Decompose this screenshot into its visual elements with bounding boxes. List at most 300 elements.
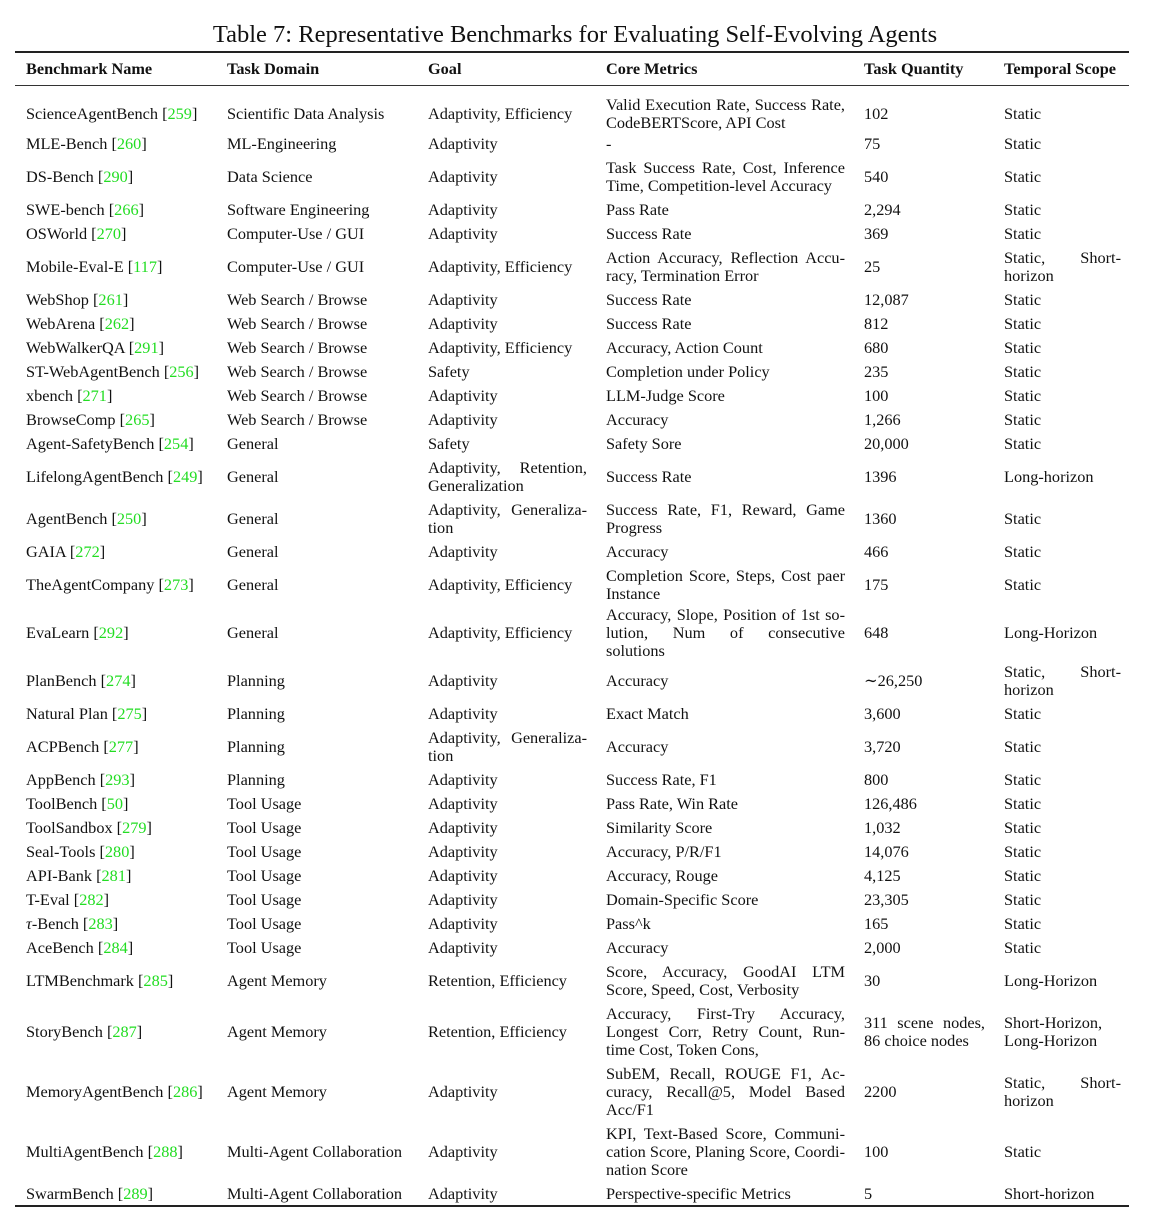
cell-goal: Adaptivity [428, 818, 498, 837]
cell-task-quantity: 2,294 [864, 200, 901, 219]
cell-temporal-scope: Static [1004, 1142, 1042, 1161]
tau-symbol: τ [26, 914, 32, 933]
cell-goal: Adaptivity [428, 410, 498, 429]
cell-benchmark-name [15, 912, 216, 936]
cell-benchmark-name [15, 156, 216, 198]
benchmark-name: StoryBench [26, 1022, 103, 1041]
cell-task-quantity: 23,305 [864, 890, 909, 909]
table-caption: Table 7: Representative Benchmarks for Evaluating Self-Evolving Agents [212, 21, 938, 48]
table-row [15, 768, 1129, 792]
bracket-close: ] [141, 509, 147, 528]
cell-core-metrics: Domain-Specific Score [606, 890, 759, 909]
cell-goal: Adaptivity [428, 890, 498, 909]
cell-goal: Adaptivity, Generaliza-tion [428, 500, 587, 537]
cell-task-quantity: 175 [864, 575, 889, 594]
table-row [15, 432, 1129, 456]
cell-core-metrics: Perspective-specific Metrics [606, 1183, 791, 1203]
cell-task-quantity: 12,087 [864, 290, 909, 309]
cell-task-domain: Data Science [227, 167, 313, 186]
table-row [15, 606, 1129, 660]
cell-task-domain: Tool Usage [227, 866, 302, 885]
bracket-close: ] [121, 224, 127, 243]
bracket-open: [ [99, 737, 109, 756]
bracket-close: ] [99, 542, 106, 561]
cell-goal: Adaptivity [428, 542, 498, 561]
citation-link[interactable]: 256 [169, 362, 194, 381]
cell-benchmark-name [15, 726, 216, 768]
cell-task-domain: Tool Usage [227, 914, 302, 933]
citation-link[interactable]: 265 [125, 410, 150, 429]
citation-link[interactable]: 271 [82, 386, 107, 405]
cell-task-domain: Web Search / Browse [227, 338, 368, 357]
cell-task-quantity: 680 [864, 338, 889, 357]
cell-benchmark-name [15, 456, 216, 498]
cell-task-domain: Agent Memory [227, 971, 327, 990]
cell-core-metrics: Completion under Policy [606, 362, 770, 381]
bracket-open: [ [107, 134, 117, 153]
table-row [15, 864, 1129, 888]
citation-link[interactable]: 277 [108, 737, 134, 756]
table-row [15, 246, 1129, 288]
bracket-open: [ [107, 704, 118, 723]
cell-task-domain: Software Engineering [227, 200, 370, 219]
bracket-close: ] [122, 290, 129, 309]
cell-temporal-scope: Static [1004, 104, 1042, 123]
cell-task-quantity: 466 [864, 542, 889, 561]
citation-link[interactable]: 270 [96, 224, 122, 243]
benchmark-name: DS-Bench [26, 167, 94, 186]
cell-core-metrics: Success Rate [606, 467, 692, 486]
cell-goal: Adaptivity, Generaliza-tion [428, 728, 587, 765]
cell-task-quantity: 800 [864, 770, 889, 789]
bracket-close: ] [191, 104, 198, 123]
cell-core-metrics: Success Rate [606, 224, 692, 243]
table-row [15, 132, 1129, 156]
bracket-open: [ [158, 104, 168, 123]
citation-link[interactable]: 283 [88, 914, 113, 933]
bracket-close: ] [141, 704, 148, 723]
cell-temporal-scope: Static [1004, 914, 1042, 933]
bracket-close: ] [147, 1183, 154, 1203]
cell-goal: Adaptivity [428, 167, 498, 186]
cell-core-metrics: Pass Rate, Win Rate [606, 794, 738, 813]
cell-temporal-scope: Static [1004, 509, 1042, 528]
cell-task-domain: Tool Usage [227, 842, 302, 861]
cell-task-domain: Web Search / Browse [227, 362, 368, 381]
cell-task-domain: Planning [227, 704, 285, 723]
citation-link[interactable]: 287 [112, 1022, 137, 1041]
benchmark-name: LTMBenchmark [26, 971, 134, 990]
bracket-close: ] [149, 410, 155, 429]
table-row [15, 1182, 1129, 1206]
cell-benchmark-name [15, 222, 216, 246]
cell-task-quantity: 3,600 [864, 704, 901, 723]
citation-link[interactable]: 272 [75, 542, 100, 561]
cell-core-metrics: Success Rate [606, 290, 692, 309]
cell-task-domain: Tool Usage [227, 818, 302, 837]
cell-task-domain: Web Search / Browse [227, 290, 368, 309]
cell-benchmark-name [15, 246, 216, 288]
cell-task-quantity: 25 [864, 257, 881, 276]
cell-core-metrics: Task Success Rate, Cost, Inference Time, Competition-level Accuracy [606, 158, 845, 195]
bracket-close: ] [146, 818, 152, 837]
benchmark-name: AceBench [26, 938, 94, 957]
cell-goal: Adaptivity [428, 938, 498, 957]
citation-link[interactable]: 261 [98, 290, 123, 309]
cell-goal: Adaptivity, Efficiency [428, 338, 573, 357]
bracket-close: ] [125, 866, 132, 885]
benchmark-name: EvaLearn [26, 623, 90, 642]
cell-task-quantity: 2200 [864, 1082, 897, 1101]
cell-task-quantity: 14,076 [864, 842, 909, 861]
cell-task-domain: Agent Memory [227, 1022, 327, 1041]
citation-link[interactable]: 262 [104, 314, 130, 333]
bracket-open: [ [73, 386, 83, 405]
table-row [15, 726, 1129, 768]
bracket-close: ] [193, 362, 200, 381]
cell-goal: Adaptivity [428, 200, 498, 219]
cell-core-metrics: LLM-Judge Score [606, 386, 725, 405]
cell-task-quantity: 2,000 [864, 938, 901, 957]
cell-core-metrics: Pass Rate [606, 200, 669, 219]
cell-task-quantity: 1,266 [864, 410, 901, 429]
cell-temporal-scope: Static, Short-horizon [1004, 248, 1121, 285]
bracket-open: [ [115, 410, 126, 429]
bracket-open: [ [102, 1022, 113, 1041]
citation-link[interactable]: 288 [153, 1142, 178, 1161]
citation-link[interactable]: 259 [167, 104, 192, 123]
bracket-close: ] [127, 167, 134, 186]
cell-core-metrics: Accuracy [606, 410, 669, 429]
cell-temporal-scope: Long-Horizon [1004, 971, 1098, 990]
citation-link[interactable]: 254 [163, 434, 189, 453]
cell-benchmark-name [15, 936, 216, 960]
table-row [15, 384, 1129, 408]
cell-benchmark-name [15, 1002, 216, 1062]
citation-link[interactable]: 285 [143, 971, 168, 990]
table-row [15, 498, 1129, 540]
cell-task-quantity: 540 [864, 167, 889, 186]
table-row [15, 702, 1129, 726]
cell-temporal-scope: Static [1004, 866, 1042, 885]
bracket-close: ] [127, 938, 134, 957]
cell-task-quantity: 1,032 [864, 818, 901, 837]
table-row [15, 360, 1129, 384]
cell-benchmark-name [15, 660, 216, 702]
cell-goal: Safety [428, 362, 470, 381]
benchmark-name: API-Bank [26, 866, 93, 885]
cell-task-quantity: 30 [864, 971, 881, 990]
benchmark-name: OSWorld [26, 224, 88, 243]
bracket-open: [ [123, 257, 134, 276]
table-row [15, 1122, 1129, 1182]
citation-link[interactable]: 50 [106, 794, 123, 813]
table-row [15, 1002, 1129, 1062]
bracket-open: [ [88, 290, 99, 309]
cell-task-domain: Tool Usage [227, 938, 302, 957]
citation-link[interactable]: 284 [103, 938, 128, 957]
cell-task-domain: Planning [227, 770, 285, 789]
citation-link[interactable]: 282 [79, 890, 104, 909]
cell-temporal-scope: Static [1004, 575, 1042, 594]
cell-core-metrics: Success Rate, F1 [606, 770, 717, 789]
cell-goal: Adaptivity [428, 671, 498, 690]
cell-temporal-scope: Static [1004, 134, 1042, 153]
cell-temporal-scope: Static [1004, 167, 1042, 186]
cell-task-quantity: 100 [864, 386, 889, 405]
benchmark-name: xbench [26, 386, 74, 405]
benchmark-name: Natural Plan [26, 704, 108, 723]
bracket-close: ] [156, 257, 163, 276]
cell-temporal-scope: Static [1004, 386, 1042, 405]
table-row [15, 336, 1129, 360]
cell-benchmark-name [15, 198, 216, 222]
table-row [15, 660, 1129, 702]
cell-core-metrics: Accuracy [606, 542, 669, 561]
cell-goal: Adaptivity, Efficiency [428, 623, 573, 642]
cell-task-quantity: 4,125 [864, 866, 901, 885]
benchmark-name: GAIA [26, 542, 66, 561]
cell-benchmark-name [15, 816, 216, 840]
cell-temporal-scope: Static [1004, 890, 1042, 909]
cell-temporal-scope: Static, Short-horizon [1004, 1073, 1121, 1110]
header-goal: Goal [428, 59, 462, 78]
cell-temporal-scope: Static [1004, 434, 1042, 453]
bracket-close: ] [129, 770, 135, 789]
cell-benchmark-name [15, 498, 216, 540]
benchmark-name: TheAgentCompany [26, 575, 155, 594]
header-core-metrics: Core Metrics [606, 59, 698, 78]
cell-temporal-scope: Static [1004, 938, 1042, 957]
bracket-close: ] [136, 1022, 143, 1041]
citation-link[interactable]: 291 [134, 338, 159, 357]
cell-benchmark-name [15, 840, 216, 864]
bracket-close: ] [158, 338, 164, 357]
cell-task-quantity: 20,000 [864, 434, 909, 453]
benchmark-name: BrowseComp [26, 410, 116, 429]
cell-benchmark-name [15, 864, 216, 888]
cell-goal: Adaptivity, Retention, Generalization [428, 458, 587, 495]
cell-task-domain: Tool Usage [227, 794, 302, 813]
citation-link[interactable]: 273 [163, 575, 189, 594]
benchmark-name: Agent-SafetyBench [26, 434, 155, 453]
bracket-open: [ [104, 200, 115, 219]
cell-goal: Adaptivity [428, 290, 498, 309]
bracket-close: ] [103, 890, 110, 909]
bracket-open: [ [65, 542, 76, 561]
citation-link[interactable]: 275 [117, 704, 142, 723]
benchmark-name: AgentBench [26, 509, 108, 528]
bracket-open: [ [143, 1142, 154, 1161]
citation-link[interactable]: 250 [116, 509, 142, 528]
cell-task-domain: Computer-Use / GUI [227, 257, 365, 276]
bracket-open: [ [87, 224, 97, 243]
cell-task-domain: Multi-Agent Collaboration [227, 1142, 402, 1161]
cell-task-domain: General [227, 467, 279, 486]
cell-goal: Adaptivity [428, 1142, 498, 1161]
cell-task-quantity: 1360 [864, 509, 897, 528]
citation-link[interactable]: 249 [172, 467, 198, 486]
cell-core-metrics: Accuracy, Rouge [606, 866, 718, 885]
bracket-close: ] [177, 1142, 183, 1161]
cell-task-domain: Tool Usage [227, 890, 302, 909]
bracket-open: [ [133, 971, 144, 990]
bracket-open: [ [107, 509, 117, 528]
benchmark-name: ACPBench [26, 737, 100, 756]
cell-core-metrics: Accuracy [606, 737, 669, 756]
cell-goal: Adaptivity [428, 386, 498, 405]
benchmark-name: MultiAgentBench [26, 1142, 144, 1161]
cell-core-metrics: Success Rate [606, 314, 692, 333]
benchmark-name: τ-Bench [26, 914, 79, 933]
benchmark-name: WebArena [26, 314, 96, 333]
bracket-open: [ [113, 1183, 124, 1203]
cell-core-metrics: Accuracy, Slope, Position of 1st so-lution, Num of consecutive solutions [606, 605, 845, 660]
citation-link[interactable]: 280 [104, 842, 130, 861]
cell-benchmark-name [15, 606, 216, 660]
benchmark-name: PlanBench [26, 671, 97, 690]
cell-temporal-scope: Static, Short-horizon [1004, 662, 1121, 699]
benchmark-name: ST-WebAgentBench [26, 362, 160, 381]
cell-temporal-scope: Static [1004, 224, 1042, 243]
benchmark-name: MLE-Bench [26, 134, 108, 153]
benchmark-name: Seal-Tools [26, 842, 96, 861]
cell-temporal-scope: Long-Horizon [1004, 623, 1098, 642]
cell-core-metrics: KPI, Text-Based Score, Communi-cation Score, Planing Score, Coordi-nation Score [606, 1124, 845, 1179]
bracket-close: ] [106, 386, 113, 405]
citation-link[interactable]: 289 [123, 1183, 148, 1203]
citation-link[interactable]: 281 [101, 866, 126, 885]
bracket-close: ] [188, 434, 194, 453]
cell-benchmark-name [15, 288, 216, 312]
citation-link[interactable]: 292 [98, 623, 124, 642]
table-row [15, 222, 1129, 246]
cell-temporal-scope: Static [1004, 704, 1042, 723]
cell-task-domain: ML-Engineering [227, 134, 337, 153]
cell-temporal-scope: Static [1004, 842, 1042, 861]
cell-temporal-scope: Static [1004, 542, 1042, 561]
citation-link[interactable]: 274 [106, 671, 131, 690]
cell-temporal-scope: Static [1004, 410, 1042, 429]
citation-link[interactable]: 290 [103, 167, 128, 186]
citation-link[interactable]: 266 [114, 200, 139, 219]
cell-task-quantity: ∼26,250 [864, 671, 923, 690]
cell-goal: Adaptivity [428, 794, 498, 813]
bracket-close: ] [188, 575, 194, 594]
cell-goal: Adaptivity [428, 704, 498, 723]
cell-core-metrics: Exact Match [606, 704, 689, 723]
bracket-open: [ [96, 671, 107, 690]
cell-task-quantity: 75 [864, 134, 881, 153]
bracket-open: [ [69, 890, 80, 909]
cell-benchmark-name [15, 1122, 216, 1182]
bracket-close: ] [133, 737, 139, 756]
cell-goal: Adaptivity, Efficiency [428, 257, 573, 276]
cell-task-domain: Agent Memory [227, 1082, 327, 1101]
bracket-open: [ [95, 314, 105, 333]
table-header-row [15, 52, 1129, 86]
bracket-close: ] [123, 623, 129, 642]
cell-benchmark-name [15, 132, 216, 156]
cell-task-domain: General [227, 434, 279, 453]
table-row [15, 960, 1129, 1002]
table-row [15, 912, 1129, 936]
cell-core-metrics: Accuracy [606, 938, 669, 957]
table-row [15, 540, 1129, 564]
bracket-close: ] [129, 842, 135, 861]
citation-link[interactable]: 279 [122, 818, 147, 837]
cell-goal: Adaptivity [428, 770, 498, 789]
cell-core-metrics: Accuracy, P/R/F1 [606, 842, 722, 861]
benchmark-name: WebWalkerQA [26, 338, 125, 357]
cell-task-quantity: 311 scene nodes, 86 choice nodes [864, 1013, 985, 1050]
cell-goal: Adaptivity [428, 1082, 498, 1101]
cell-task-quantity: 5 [864, 1183, 873, 1203]
cell-task-domain: Web Search / Browse [227, 386, 368, 405]
table-row [15, 888, 1129, 912]
cell-task-quantity: 235 [864, 362, 889, 381]
cell-benchmark-name [15, 312, 216, 336]
cell-benchmark-name [15, 960, 216, 1002]
citation-link[interactable]: 286 [172, 1082, 198, 1101]
bracket-open: [ [92, 866, 102, 885]
cell-temporal-scope: Static [1004, 362, 1042, 381]
cell-task-quantity: 812 [864, 314, 889, 333]
cell-goal: Adaptivity, Efficiency [428, 104, 573, 123]
cell-goal: Adaptivity [428, 842, 498, 861]
cell-core-metrics: Valid Execution Rate, Success Rate, CodeBERTScore, API Cost [606, 95, 845, 132]
table-row [15, 312, 1129, 336]
cell-task-domain: Web Search / Browse [227, 314, 368, 333]
cell-temporal-scope: Static [1004, 314, 1042, 333]
cell-temporal-scope: Static [1004, 794, 1042, 813]
cell-core-metrics: Score, Accuracy, GoodAI LTM Score, Speed, Cost, Verbosity [606, 962, 845, 999]
bracket-open: [ [112, 818, 123, 837]
bracket-open: [ [95, 842, 105, 861]
citation-link[interactable]: 117 [133, 257, 157, 276]
bracket-open: [ [154, 434, 164, 453]
benchmark-name: T-Eval [26, 890, 70, 909]
bracket-close: ] [129, 314, 135, 333]
cell-goal: Adaptivity [428, 134, 498, 153]
cell-task-domain: General [227, 509, 279, 528]
cell-task-domain: Multi-Agent Collaboration [227, 1183, 402, 1203]
bracket-close: ] [138, 200, 145, 219]
bracket-close: ] [141, 134, 147, 153]
cell-temporal-scope: Short-horizon [1004, 1183, 1095, 1203]
benchmarks-table [15, 51, 1129, 1207]
cell-task-domain: Computer-Use / GUI [227, 224, 365, 243]
cell-benchmark-name [15, 1182, 216, 1206]
cell-temporal-scope: Static [1004, 818, 1042, 837]
cell-benchmark-name [15, 540, 216, 564]
cell-goal: Adaptivity [428, 314, 498, 333]
cell-task-domain: General [227, 575, 279, 594]
cell-core-metrics: Action Accuracy, Reflection Accu-racy, Termination Error [606, 248, 845, 285]
cell-benchmark-name [15, 1062, 216, 1122]
cell-task-domain: General [227, 542, 279, 561]
header-task-domain: Task Domain [227, 59, 320, 78]
cell-benchmark-name [15, 360, 216, 384]
cell-benchmark-name [15, 888, 216, 912]
citation-link[interactable]: 293 [105, 770, 130, 789]
cell-temporal-scope: Static [1004, 338, 1042, 357]
citation-link[interactable]: 260 [116, 134, 142, 153]
benchmark-name: AppBench [26, 770, 96, 789]
benchmark-name: LifelongAgentBench [26, 467, 164, 486]
cell-core-metrics: Success Rate, F1, Reward, Game Progress [606, 500, 845, 537]
table-row [15, 86, 1129, 133]
